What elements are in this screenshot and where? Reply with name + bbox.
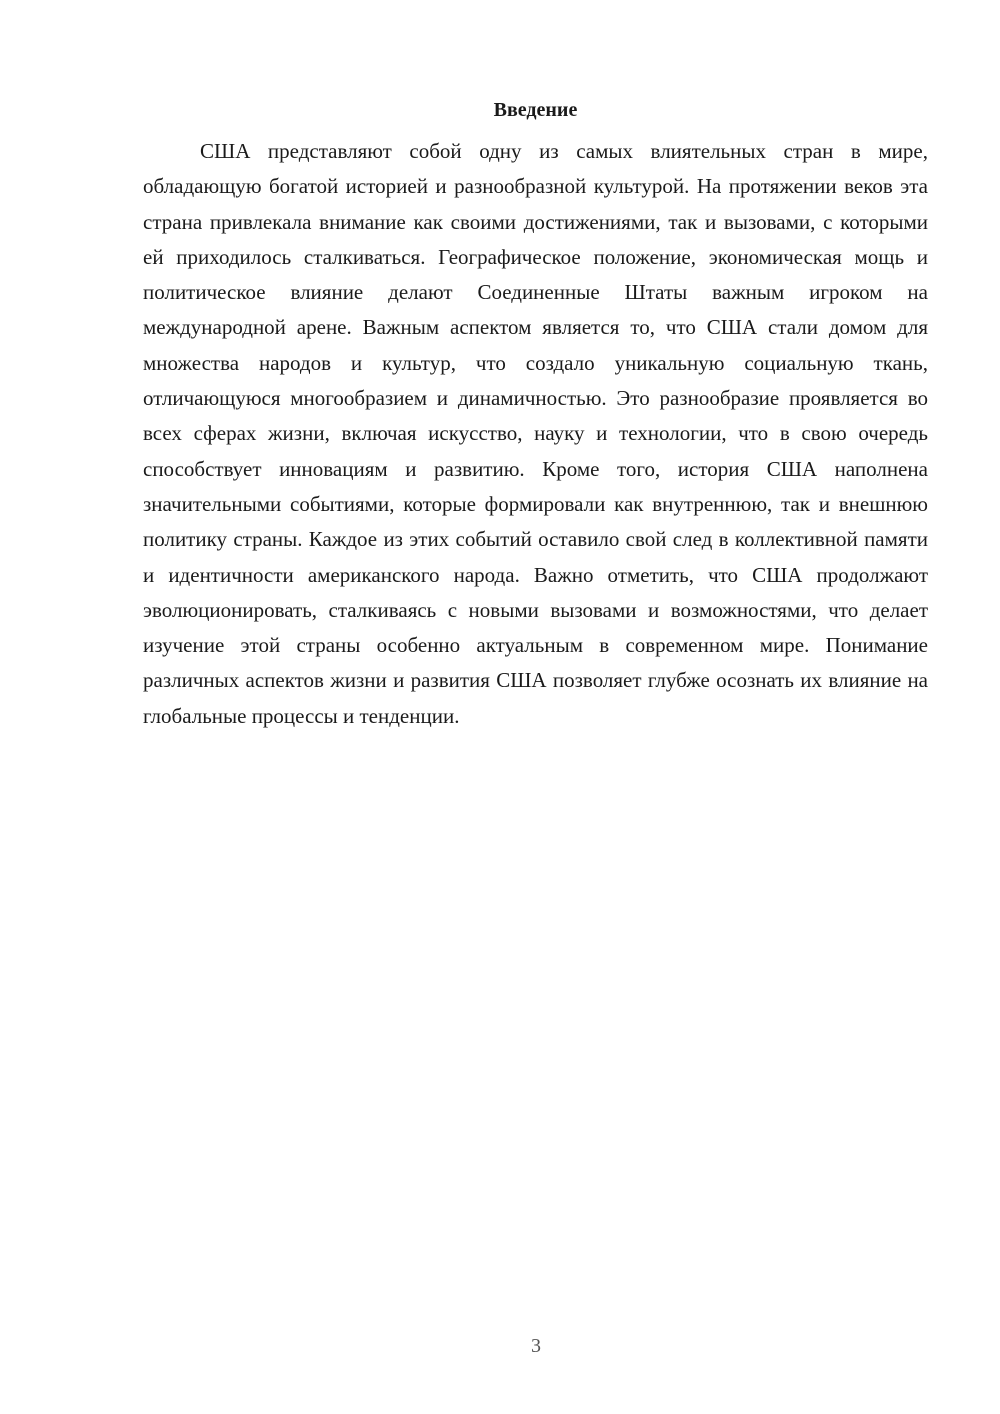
page-content [143,96,928,734]
body-paragraph: США представляют собой одну из самых влиятельных стран в мире, обладающую богатой историей и разнообразной культурой. На протяжении веков эта страна привлекала внимание как своими достижениями, так и вызовами, с которыми ей приходилось сталкиваться. Географическое положение, экономическая мощь и политическое влияние делают Соединенные Штаты важным игроком на международной арене. Важным аспектом является то, что США стали домом для множества народов и культур, что создало уникальную социальную ткань, отличающуюся многообразием и динамичностью. Это разнообразие проявляется во всех сферах жизни, включая искусство, науку и технологии, что в свою очередь способствует инновациям и развитию. Кроме того, история США наполнена значительными событиями, которые формировали как внутреннюю, так и внешнюю политику страны. Каждое из этих событий оставило свой след в коллективной памяти и идентичности американского народа. Важно отметить, что США продолжают эволюционировать, сталкиваясь с новыми вызовами и возможностями, что делает изучение этой страны особенно актуальным в современном мире. Понимание различных аспектов жизни и развития США позволяет глубже осознать их влияние на глобальные процессы и тенденции. [143,139,928,728]
page-number: 3 [531,1335,541,1357]
section-heading: Введение [493,99,578,121]
